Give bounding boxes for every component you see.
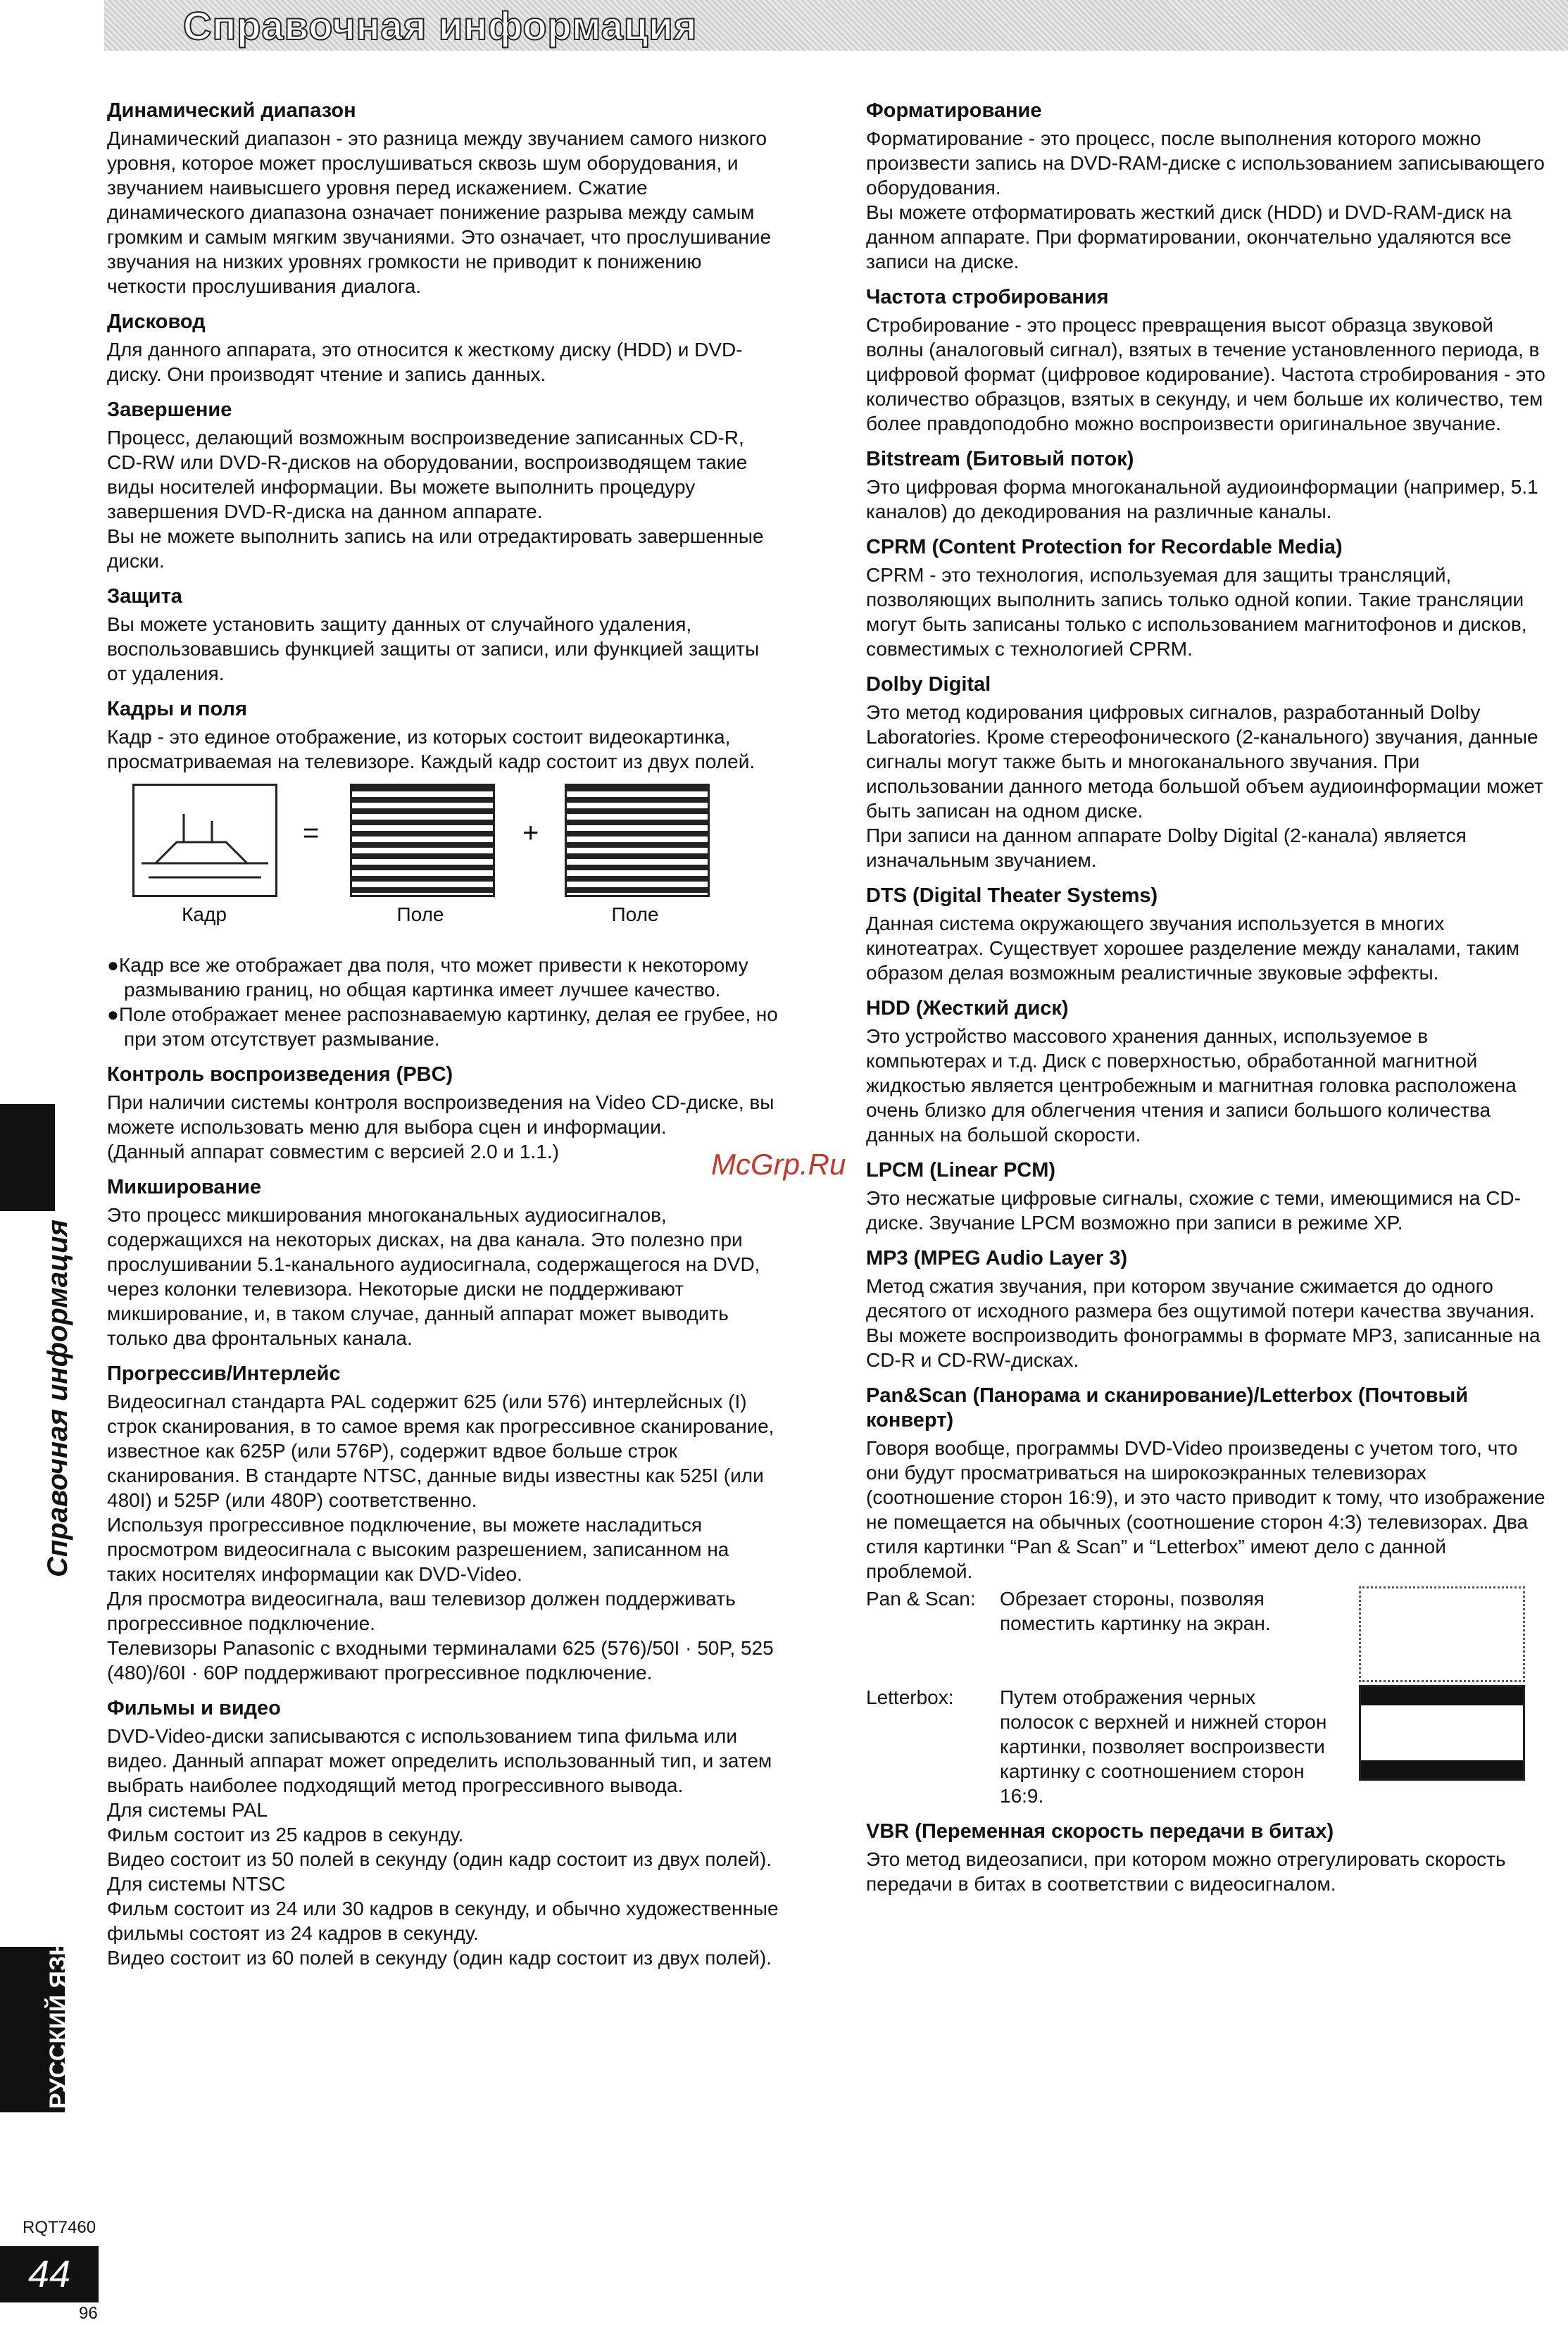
section-text: Динамический диапазон - это разница между звучанием самого низкого уровня, которое может прослушиваться сквозь шум оборудования, и звучанием наивысшего уровня перед искажением. Сжатие динамического диапазона означает понижение разрыва между самым громким и самым мягким звучаниями. Это означает, что прослушивание звучания на низких уровнях громкости не приводит к понижению четкости прослушивания диалога. <box>107 127 772 297</box>
letterbox-text: Путем отображения черных полосок с верхней и нижней сторон картинки, позволяет воспроизвести картинку с соотношением сторон 16:9. <box>1000 1686 1327 1807</box>
section-drive <box>107 310 783 387</box>
page-title: Справочная информация <box>183 4 698 48</box>
watermark: McGrp.Ru <box>711 1148 846 1181</box>
field-caption-1: Поле <box>396 903 444 925</box>
section-film-video <box>107 1696 783 1970</box>
section-text: Вы можете установить защиту данных от случайного удаления, воспользовавшись функцией защиты от записи, или функцией защиты от удаления. <box>107 613 760 684</box>
field-image-2 <box>565 784 710 897</box>
section-heading: Контроль воспроизведения (PBC) <box>107 1063 453 1086</box>
section-text: Данная система окружающего звучания используется в многих кинотеатрах. Существует хорошее разделение между каналами, таким образом делая возможным реалистичные звуковые эффекты. <box>866 913 1520 984</box>
section-text: Это несжатые цифровые сигналы, схожие с теми, имеющимися на CD-диске. Звучание LPCM возможно при записи в режиме XP. <box>866 1187 1521 1234</box>
section-heading: MP3 (MPEG Audio Layer 3) <box>866 1247 1128 1270</box>
letterbox-row <box>866 1685 1549 1808</box>
sub-page-number: 96 <box>79 2304 98 2323</box>
frame-field-diagram <box>107 784 783 946</box>
section-heading: Динамический диапазон <box>107 99 356 122</box>
section-heading: Dolby Digital <box>866 673 991 696</box>
frame-image <box>132 784 277 897</box>
section-lpcm <box>866 1158 1549 1235</box>
header-banner <box>104 0 1568 51</box>
section-text: Это метод кодирования цифровых сигналов, разработанный Dolby Laboratories. Кроме стереофонического (2-канального) звучания, данные сигналы могут также быть и многоканального звучания. При использовании данного метода большой объем аудиоинформации может быть записан на одном диске. При записи на данном аппарате Dolby Digital (2-канала) является изначальным звучанием. <box>866 701 1543 871</box>
plus-sign: + <box>522 817 539 848</box>
section-heading: Кадры и поля <box>107 698 247 720</box>
field-caption-2: Поле <box>611 903 659 925</box>
section-text: CPRM - это технология, используемая для защиты трансляций, позволяющих выполнить запись только одной копии. Такие трансляции могут быть записаны только с использованием магнитофонов и дисков, совместимых с технологией CPRM. <box>866 564 1527 660</box>
section-text: Метод сжатия звучания, при котором звучание сжимается до одного десятого от исходного размера без ощутимой потери качества звучания. Вы можете воспроизводить фонограммы в формате MP3, записанные на CD-R и CD-RW-дисках. <box>866 1275 1541 1371</box>
left-column <box>107 99 783 1981</box>
section-heading: Прогрессив/Интерлейс <box>107 1362 341 1385</box>
section-text: Это метод видеозаписи, при котором можно отрегулировать скорость передачи в битах в соответствии с видеосигналом. <box>866 1848 1506 1895</box>
section-downmix <box>107 1175 783 1350</box>
section-cprm <box>866 535 1549 661</box>
section-heading: Защита <box>107 585 182 608</box>
section-heading: DTS (Digital Theater Systems) <box>866 884 1158 907</box>
section-hdd <box>866 996 1549 1147</box>
section-text: При наличии системы контроля воспроизведения на Video CD-диске, вы можете использовать меню для выбора сцен и информации. (Данный аппарат совместим с версией 2.0 и 1.1.) <box>107 1091 774 1162</box>
section-text: Кадр - это единое отображение, из которых состоит видеокартинка, просматриваемая на телевизоре. Каждый кадр состоит из двух полей. <box>107 726 755 772</box>
section-dts <box>866 884 1549 985</box>
right-column <box>866 99 1549 1907</box>
section-heading: Частота стробирования <box>866 286 1109 308</box>
section-heading: Дисковод <box>107 311 206 333</box>
section-text: Это устройство массового хранения данных, используемое в компьютерах и т.д. Диск с поверхностью, обработанной магнитной жидкостью является центробежным и магнитная головка расположена очень близко для облегчения чтения и записи большого количества данных на большой скорости. <box>866 1025 1517 1146</box>
section-heading: HDD (Жесткий диск) <box>866 997 1069 1020</box>
section-dynamic-range <box>107 99 783 299</box>
document-code: RQT7460 <box>23 2218 96 2237</box>
section-text: Стробирование - это процесс превращения высот образца звуковой волны (аналоговый сигнал), взятых в течение установленного периода, в цифровой формат (цифровое кодирование). Частота стробирования - это количество образцов, взятых в секунду, и чем больше их количество, тем более правдоподобно можно воспроизвести оригинальное звучание. <box>866 314 1545 434</box>
section-heading: Микширование <box>107 1176 261 1198</box>
language-tab: РУССКИЙ ЯЗЫК <box>0 1947 65 2112</box>
bullet-item: ●Поле отображает менее распознаваемую картинку, делая ее грубее, но при этом отсутствует размывание. <box>107 1003 778 1050</box>
section-vbr <box>866 1819 1549 1896</box>
section-text: Форматирование - это процесс, после выполнения которого можно произвести запись на DVD-RAM-диске с использованием записывающего оборудования. Вы можете отформатировать жесткий диск (HDD) и DVD-RAM-диск на данном аппарате. При форматировании, окончательно удаляются все записи на диске. <box>866 127 1545 272</box>
section-heading: Фильмы и видео <box>107 1697 281 1719</box>
section-text: DVD-Video-диски записываются с использованием типа фильма или видео. Данный аппарат может определить использованный тип, и затем выбрать наиболее подходящий метод прогрессивного вывода. Для системы PAL Фильм состоит из 25 кадров в секунду. Видео состоит из 50 полей в секунду (один кадр состоит из двух полей). Для системы NTSC Фильм состоит из 24 или 30 кадров в секунду, и обычно художественные фильмы состоят из 24 кадров в секунду. Видео состоит из 60 полей в секунду (один кадр состоит из двух полей). <box>107 1725 779 1969</box>
section-progressive <box>107 1362 783 1685</box>
section-heading: VBR (Переменная скорость передачи в битах) <box>866 1820 1334 1843</box>
ship-illustration <box>134 786 275 895</box>
field-image-1 <box>350 784 495 897</box>
panscan-label: Pan & Scan: <box>866 1588 976 1610</box>
section-panscan <box>866 1384 1549 1808</box>
section-heading: Pan&Scan (Панорама и сканирование)/Letterbox (Почтовый конверт) <box>866 1384 1469 1431</box>
section-protection <box>107 584 783 686</box>
panscan-row <box>866 1586 1549 1682</box>
panscan-image <box>1359 1586 1525 1682</box>
bullet-item: ●Кадр все же отображает два поля, что может привести к некоторому размыванию границ, но общая картинка имеет лучшее качество. <box>107 954 748 1001</box>
section-formatting <box>866 99 1549 274</box>
panscan-text: Обрезает стороны, позволяя поместить картинку на экран. <box>1000 1588 1271 1634</box>
section-frames-fields <box>107 697 783 1051</box>
section-sampling <box>866 285 1549 436</box>
section-text: Видеосигнал стандарта PAL содержит 625 (или 576) интерлейсных (I) строк сканирования, в то самое время как прогрессивное сканирование, известное как 625P (или 576P), содержит вдвое больше строк сканирования. В стандарте NTSC, данные виды известны как 525I (или 480I) и 525P (или 480P) соответственно. Используя прогрессивное подключение, вы можете насладиться просмотром видеосигнала с высоким разрешением, записанном на таких носителях информации как DVD-Video. Для просмотра видеосигнала, ваш телевизор должен поддерживать прогрессивное подключение. Телевизоры Panasonic с входными терминалами 625 (576)/50I · 50P, 525 (480)/60I · 60P поддерживают прогрессивное подключение. <box>107 1391 774 1684</box>
section-dolby <box>866 672 1549 872</box>
section-heading: CPRM (Content Protection for Recordable Media) <box>866 536 1343 558</box>
section-text: Это цифровая форма многоканальной аудиоинформации (например, 5.1 каналов) до декодирования на различные каналы. <box>866 476 1538 522</box>
section-pbc <box>107 1063 783 1164</box>
frame-caption: Кадр <box>182 903 227 925</box>
section-heading: Bitstream (Битовый поток) <box>866 448 1134 470</box>
section-finalize <box>107 398 783 573</box>
section-text: Это процесс микширования многоканальных аудиосигналов, содержащихся на некоторых дисках, на два канала. Это полезно при прослушивании 5.1-канального аудиосигнала, содержащегося на DVD, через колонки телевизора. Некоторые диски не поддерживают микширование, и, в таком случае, данный аппарат может выводить только два фронтальных канала. <box>107 1204 760 1349</box>
sidebar-section-title: Справочная информация <box>42 1220 73 1577</box>
letterbox-label: Letterbox: <box>866 1686 954 1708</box>
page-number: 44 <box>0 2246 99 2302</box>
section-heading: Форматирование <box>866 99 1042 122</box>
equals-sign: = <box>303 817 320 848</box>
section-text: Говоря вообще, программы DVD-Video произведены с учетом того, что они будут просматриваться на широкоэкранных телевизорах (соотношение сторон 16:9), и это часто приводит к тому, что изображение не помещается на обычных (соотношение сторон 4:3) телевизорах. Два стиля картинки “Pan & Scan” и “Letterbox” имеют дело с данной проблемой. <box>866 1437 1545 1582</box>
section-text: Процесс, делающий возможным воспроизведение записанных CD-R, CD-RW или DVD-R-дисков на оборудовании, воспроизводящем такие виды носителей информации. Вы можете выполнить процедуру завершения DVD-R-диска на данном аппарате. Вы не можете выполнить запись на или отредактировать завершенные диски. <box>107 427 764 572</box>
section-bitstream <box>866 447 1549 524</box>
section-mp3 <box>866 1246 1549 1372</box>
sidebar-marker <box>0 1104 55 1211</box>
section-heading: Завершение <box>107 399 232 421</box>
letterbox-image <box>1359 1685 1525 1781</box>
section-heading: LPCM (Linear PCM) <box>866 1159 1056 1182</box>
section-text: Для данного аппарата, это относится к жесткому диску (HDD) и DVD-диску. Они производят чтение и запись данных. <box>107 339 743 385</box>
